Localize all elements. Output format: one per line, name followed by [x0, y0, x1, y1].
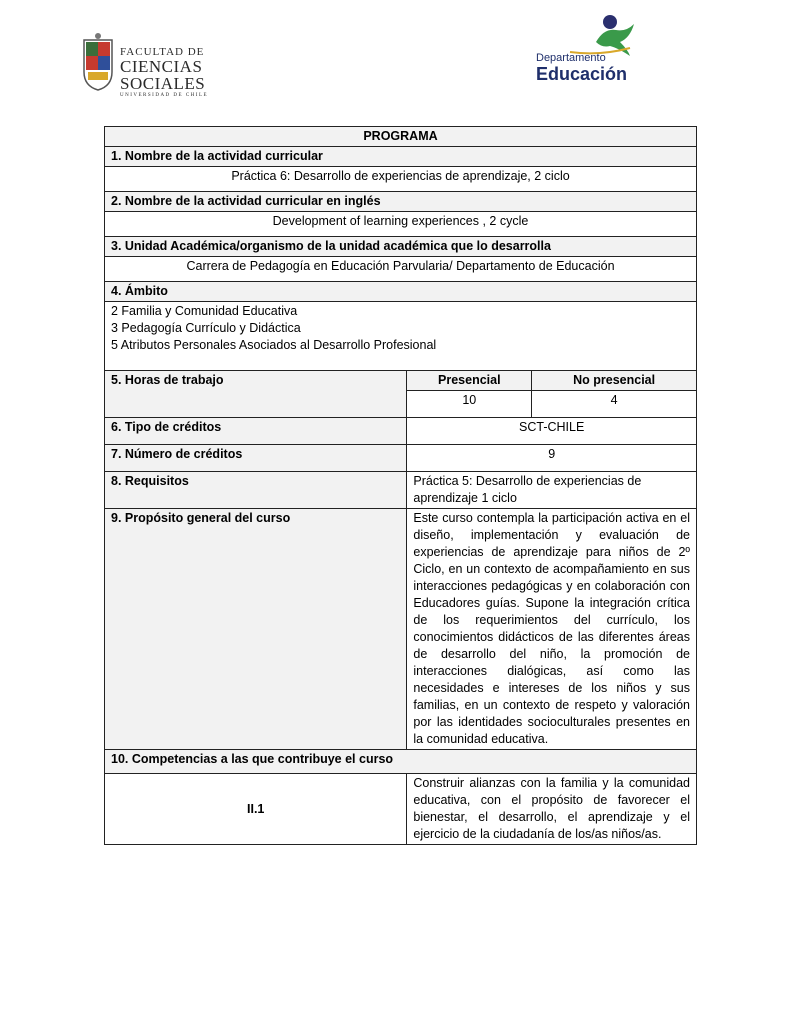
section-2-label: 2. Nombre de la actividad curricular en inglés — [105, 192, 697, 212]
faculty-line1: FACULTAD DE — [120, 46, 205, 58]
table-row — [105, 192, 697, 212]
section-7-value: 9 — [407, 445, 697, 472]
table-row — [105, 472, 697, 509]
section-8-label: 8. Requisitos — [105, 472, 407, 509]
hours-no-presencial-value: 4 — [532, 391, 697, 418]
section-6-label: 6. Tipo de créditos — [105, 418, 407, 445]
education-figure-icon — [530, 12, 645, 57]
table-row — [105, 147, 697, 167]
table-row — [105, 418, 697, 445]
table-row — [105, 257, 697, 282]
department-line2: Educación — [536, 64, 628, 84]
faculty-logo — [80, 28, 210, 98]
table-row — [105, 509, 697, 750]
section-4-label: 4. Ámbito — [105, 282, 697, 302]
university-shield-icon — [80, 32, 116, 92]
hours-col-presencial: Presencial — [407, 371, 532, 391]
section-6-value: SCT-CHILE — [407, 418, 697, 445]
section-3-label: 3. Unidad Académica/organismo de la unidad académica que lo desarrolla — [105, 237, 697, 257]
list-item: 5 Atributos Personales Asociados al Desarrollo Profesional — [111, 338, 437, 352]
faculty-name — [120, 46, 208, 100]
section-8-value: Práctica 5: Desarrollo de experiencias de aprendizaje 1 ciclo — [407, 472, 697, 509]
competency-code: II.1 — [105, 774, 407, 845]
faculty-line3: SOCIALES — [120, 74, 206, 93]
section-9-label: 9. Propósito general del curso — [105, 509, 407, 750]
page-header — [0, 0, 800, 110]
table-row — [105, 445, 697, 472]
list-item: 3 Pedagogía Currículo y Didáctica — [111, 321, 301, 335]
department-logo — [530, 12, 645, 92]
faculty-line4: UNIVERSIDAD DE CHILE — [120, 93, 209, 98]
table-row — [105, 127, 697, 147]
department-line1: Departamento — [536, 52, 606, 64]
table-row — [105, 302, 697, 371]
program-title: PROGRAMA — [105, 127, 697, 147]
table-row — [105, 750, 697, 774]
program-table — [104, 126, 697, 845]
section-9-value: Este curso contempla la participación activa en el diseño, implementación y evaluación de experiencias de aprendizaje para niños de 2º Ciclo, en un contexto de acompañamiento en sus interacciones pedagógicas y en colaboración con Educadores guías. Supone la integración crítica de los requerimientos del currículo, los conocimientos didácticos de las diferentes áreas de desarrollo del niño, la promoción de interacciones dialógicas, así como las necesidades e intereses de los niños y sus familias, en un contexto de respeto y valoración por las identidades socioculturales presentes en la comunidad educativa. — [407, 509, 697, 750]
table-row — [105, 282, 697, 302]
hours-col-no-presencial: No presencial — [532, 371, 697, 391]
list-item: 2 Familia y Comunidad Educativa — [111, 304, 298, 318]
table-row — [105, 167, 697, 192]
section-5-label: 5. Horas de trabajo — [105, 371, 407, 418]
section-2-value: Development of learning experiences , 2 cycle — [105, 212, 697, 237]
section-7-label: 7. Número de créditos — [105, 445, 407, 472]
section-10-label: 10. Competencias a las que contribuye el curso — [105, 750, 697, 774]
section-1-label: 1. Nombre de la actividad curricular — [105, 147, 697, 167]
faculty-line2: CIENCIAS — [120, 57, 203, 76]
hours-presencial-value: 10 — [407, 391, 532, 418]
table-row — [105, 371, 697, 391]
table-row — [105, 774, 697, 845]
section-4-list — [105, 302, 697, 371]
competency-description: Construir alianzas con la familia y la comunidad educativa, con el propósito de favorecer el bienestar, el desarrollo, el aprendizaje y el ejercicio de la ciudadanía de los/as niños/as. — [407, 774, 697, 845]
section-3-value: Carrera de Pedagogía en Educación Parvularia/ Departamento de Educación — [105, 257, 697, 282]
table-row — [105, 237, 697, 257]
section-1-value: Práctica 6: Desarrollo de experiencias de aprendizaje, 2 ciclo — [105, 167, 697, 192]
table-row — [105, 212, 697, 237]
